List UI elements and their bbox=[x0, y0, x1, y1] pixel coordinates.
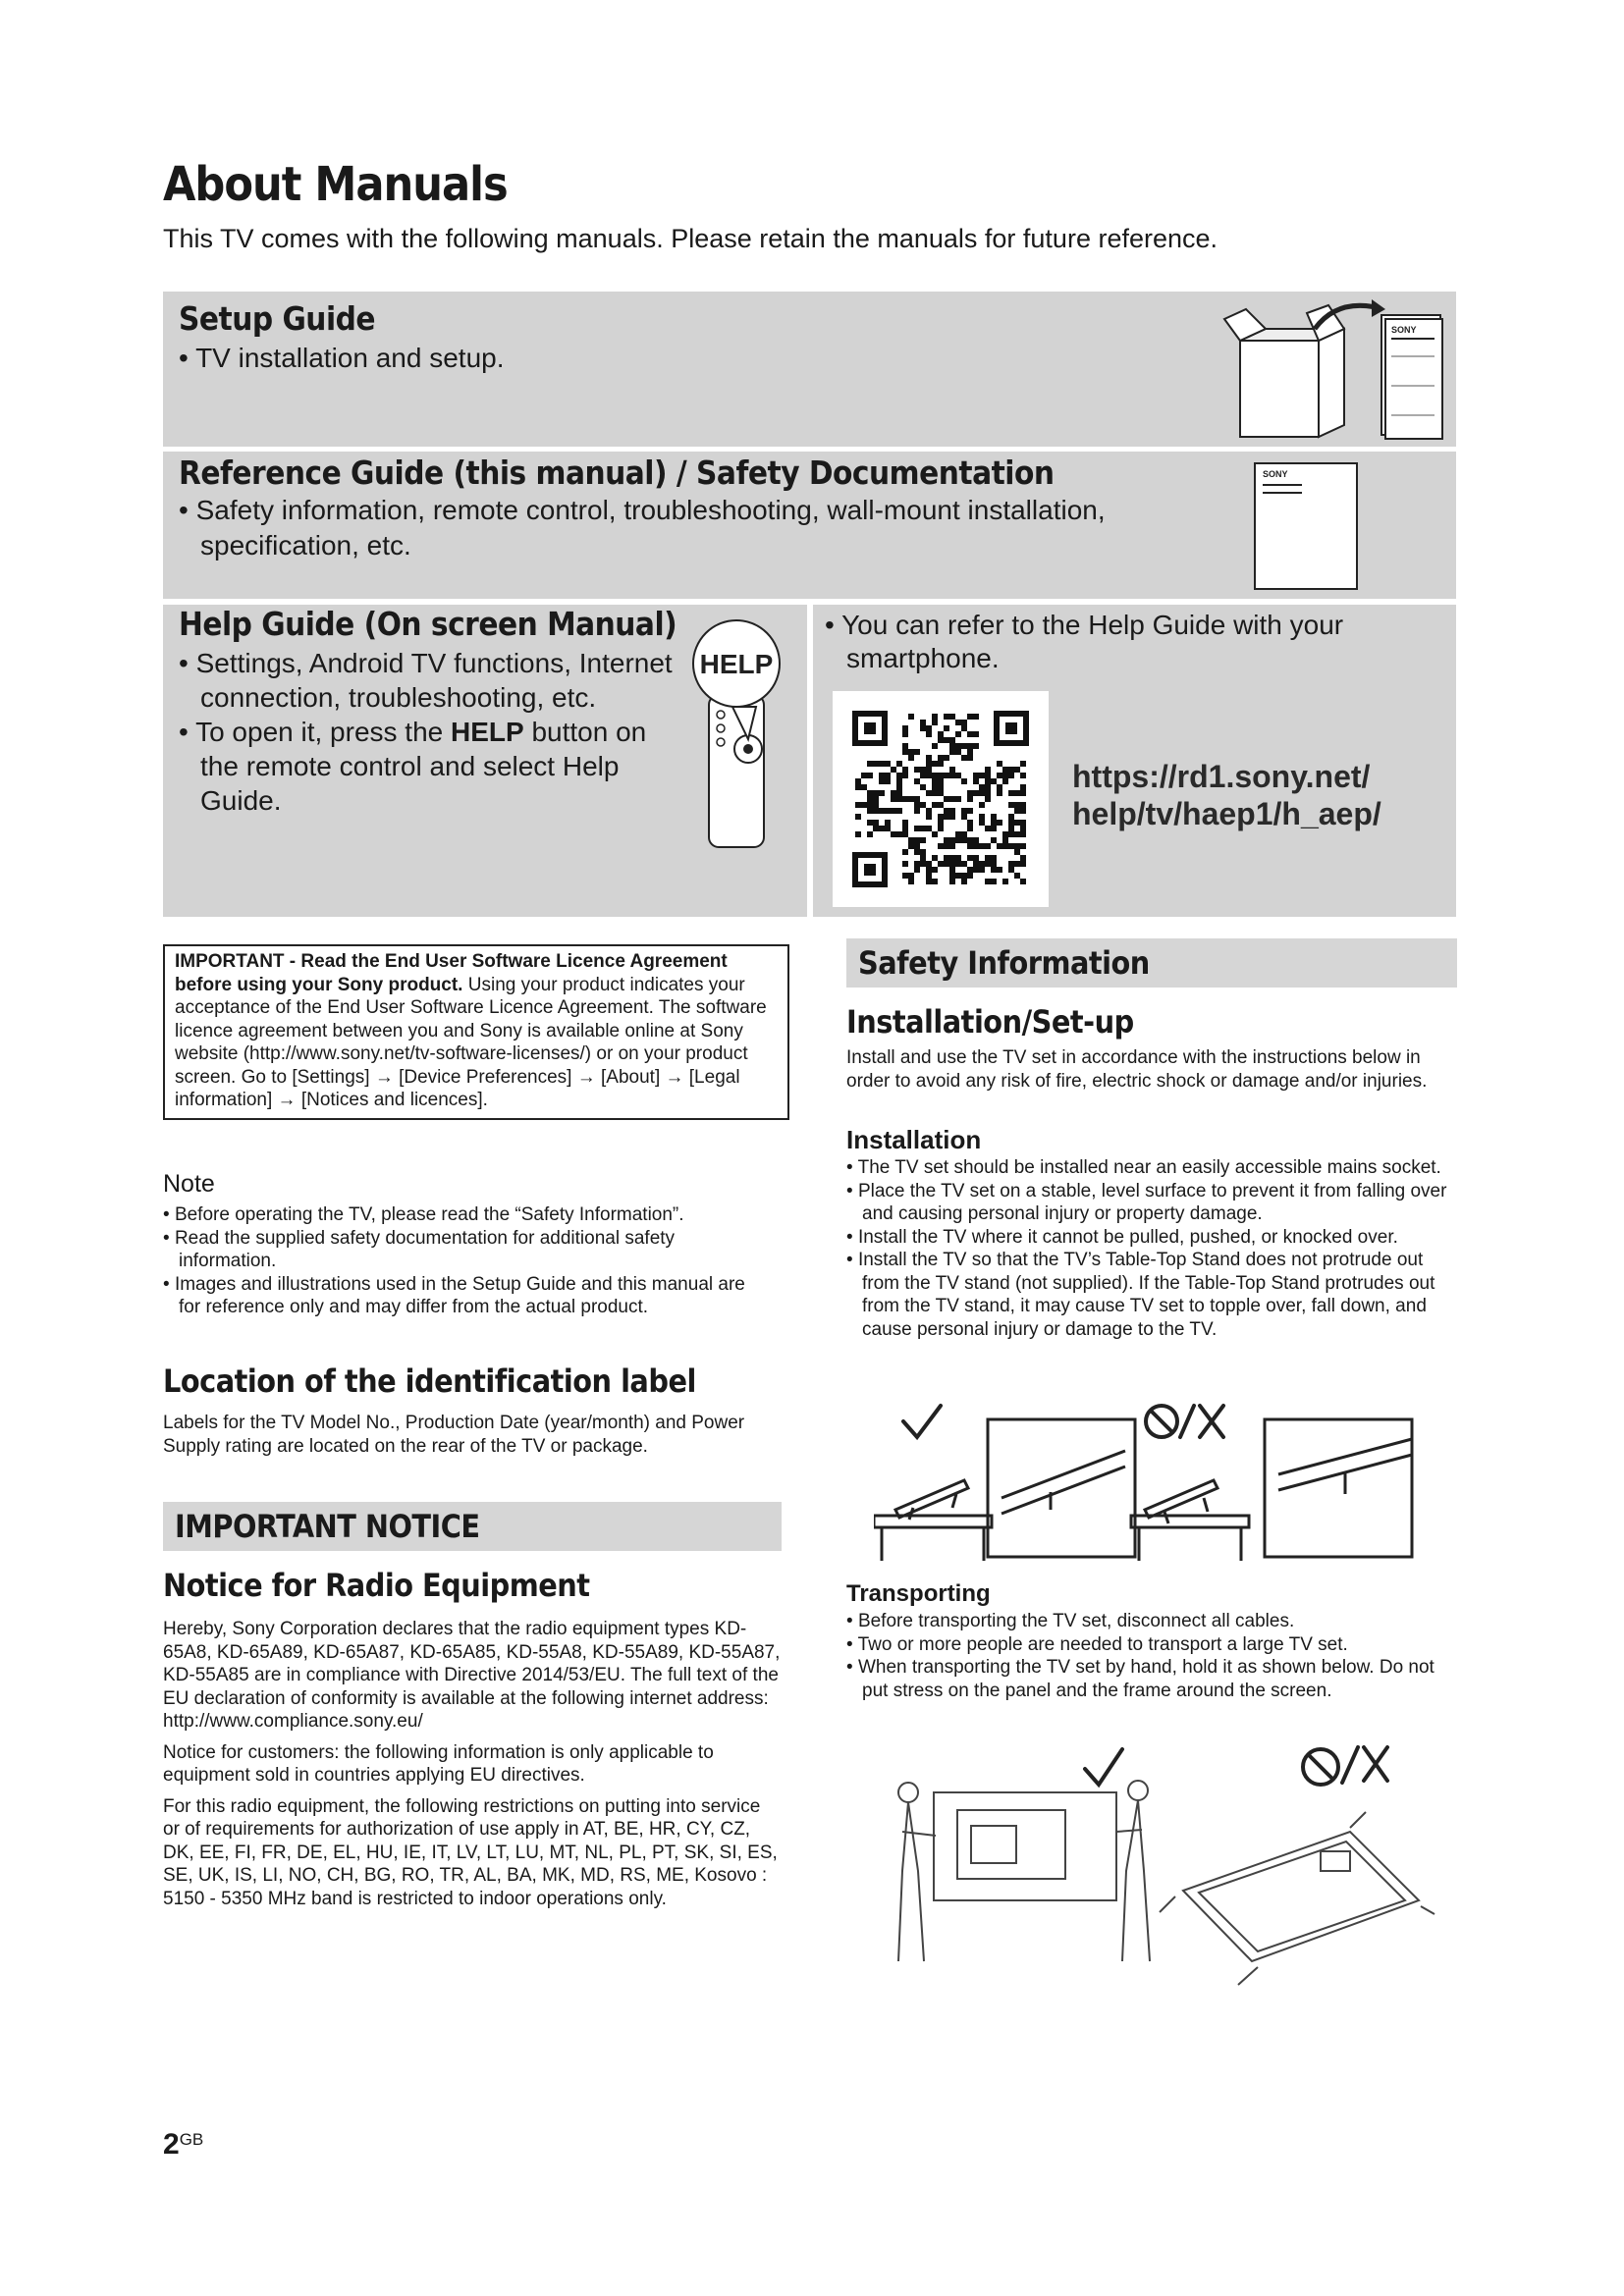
installation-setup-heading: Installation/Set-up bbox=[846, 1003, 1134, 1041]
location-text: Labels for the TV Model No., Production Date (year/month) and Power Supply rating are located on the rear of the TV or package. bbox=[163, 1413, 745, 1457]
help-guide-bullet-2: • To open it, press the HELP button on the remote control and select Help Guide. bbox=[179, 717, 647, 816]
manual-icon bbox=[1253, 461, 1361, 593]
transporting-item: • Two or more people are needed to transport a large TV set. bbox=[846, 1633, 1460, 1657]
radio-paragraph-3: For this radio equipment, the following restrictions on putting into service or of requirements for authorization of use apply in AT, BE, HR, CY, CZ, DK, EE, FI, FR, DE, EL, HU, IE, IT, LV, LT, LU, MT, NL, PL, PT, SK, SI, ES, SE, UK, IS, LI, NO, CH, BG, RO, TR, AL, BA, MK, MD, RS, ME, Kosovo : bbox=[163, 1795, 778, 1886]
note-item: • Before operating the TV, please read the “Safety Information”. bbox=[163, 1203, 772, 1227]
radio-equipment-text bbox=[163, 1618, 782, 1910]
important-licence-text: Using your product indicates your acceptance of the End User Software Licence Agreement. The software licence agreement between you and Sony is available online at Sony website (http://www.sony.net/tv-software-licenses/) or on your product screen. Go to [Settings] → [Device Preferences] → [About] → [Legal information] → [Notices and licences]. bbox=[175, 974, 767, 1110]
page-number: $2^{GB}$ bbox=[163, 2128, 204, 2161]
transporting-heading: Transporting bbox=[846, 1580, 991, 1607]
help-guide-url[interactable] bbox=[1072, 758, 1381, 832]
installation-item: • The TV set should be installed near an easily accessible mains socket. bbox=[846, 1156, 1460, 1180]
setup-guide-bullet: • TV installation and setup. bbox=[179, 343, 505, 373]
note-list bbox=[163, 1203, 772, 1319]
help-guide-url-line2[interactable]: help/tv/haep1/h_aep/ bbox=[1072, 796, 1381, 831]
installation-item: • Place the TV set on a stable, level surface to prevent it from falling over and causing personal injury or property damage. bbox=[846, 1180, 1460, 1226]
smartphone-box bbox=[813, 605, 1456, 917]
reference-guide-box bbox=[163, 452, 1456, 599]
transporting-item: • When transporting the TV set by hand, hold it as shown below. Do not put stress on the panel and the frame around the screen. bbox=[846, 1656, 1460, 1702]
installation-heading: Installation bbox=[846, 1125, 982, 1154]
radio-paragraph-1: Hereby, Sony Corporation declares that the radio equipment types KD-65A8, KD-65A89, KD-65A87, KD-65A85, KD-55A8, KD-55A89, KD-55A87, KD-55A85 are in compliance with Directive 2014/53/EU. The full text of the EU declaration of conformity is available at the following internet address: http://www.compliance.sony.eu/ bbox=[163, 1619, 781, 1732]
svg-text:SONY: SONY bbox=[1263, 469, 1288, 479]
important-licence-bold: IMPORTANT - Read the End User Software Licence Agreement before using your Sony product. bbox=[175, 951, 728, 995]
check-mark-icon bbox=[903, 1406, 941, 1437]
intro-text: This TV comes with the following manuals. Please retain the manuals for future reference. bbox=[163, 224, 1218, 253]
note-heading: Note bbox=[163, 1170, 215, 1198]
check-mark-icon bbox=[1085, 1749, 1122, 1785]
box-and-guide-icon bbox=[1189, 299, 1449, 441]
help-guide-box bbox=[163, 605, 807, 917]
transporting-list bbox=[846, 1610, 1460, 1702]
remote-control-icon bbox=[689, 616, 797, 852]
help-guide-url-line1[interactable]: https://rd1.sony.net/ bbox=[1072, 759, 1371, 794]
location-heading: Location of the identification label bbox=[163, 1362, 696, 1400]
setup-guide-box bbox=[163, 292, 1456, 447]
important-licence-box bbox=[163, 944, 789, 1120]
note-item: • Read the supplied safety documentation for additional safety information. bbox=[163, 1227, 772, 1273]
radio-paragraph-2: Notice for customers: the following information is only applicable to equipment sold in countries applying EU directives. bbox=[163, 1741, 714, 1786]
setup-guide-heading: Setup Guide bbox=[179, 299, 376, 338]
note-item: • Images and illustrations used in the Setup Guide and this manual are for reference only and may differ from the actual product. bbox=[163, 1273, 772, 1319]
safety-information-bar: Safety Information bbox=[846, 938, 1457, 988]
svg-text:HELP: HELP bbox=[699, 649, 774, 679]
stand-placement-illustration bbox=[874, 1400, 1434, 1567]
svg-text:SONY: SONY bbox=[1391, 325, 1417, 335]
radio-equipment-heading: Notice for Radio Equipment bbox=[163, 1567, 590, 1604]
help-guide-bullets bbox=[179, 646, 676, 818]
help-guide-heading: Help Guide (On screen Manual) bbox=[179, 605, 677, 643]
help-guide-bullet-1: • Settings, Android TV functions, Internet connection, troubleshooting, etc. bbox=[179, 648, 673, 713]
reference-guide-heading: Reference Guide (this manual) / Safety Documentation bbox=[179, 454, 1055, 492]
qr-code-icon bbox=[833, 691, 1049, 907]
page-title: About Manuals bbox=[163, 157, 508, 212]
installation-list bbox=[846, 1156, 1460, 1341]
smartphone-text: • You can refer to the Help Guide with your smartphone. bbox=[825, 610, 1344, 673]
transport-illustration bbox=[889, 1734, 1438, 1999]
reference-guide-bullet: • Safety information, remote control, troubleshooting, wall-mount installation, specification, etc. bbox=[179, 495, 1106, 561]
transporting-item: • Before transporting the TV set, disconnect all cables. bbox=[846, 1610, 1460, 1633]
installation-item: • Install the TV so that the TV’s Table-Top Stand does not protrude out from the TV stand (not supplied). If the Table-Top Stand protrudes out from the TV stand, it may cause TV set to topple over, fall down, and cause personal injury or damage to the TV. bbox=[846, 1249, 1460, 1341]
installation-item: • Install the TV where it cannot be pulled, pushed, or knocked over. bbox=[846, 1226, 1460, 1250]
installation-setup-intro: Install and use the TV set in accordance with the instructions below in order to avoid any risk of fire, electric shock or damage and/or injuries. bbox=[846, 1047, 1428, 1092]
important-notice-bar: IMPORTANT NOTICE bbox=[163, 1502, 782, 1551]
radio-paragraph-4: 5150 - 5350 MHz band is restricted to indoor operations only. bbox=[163, 1888, 667, 1909]
